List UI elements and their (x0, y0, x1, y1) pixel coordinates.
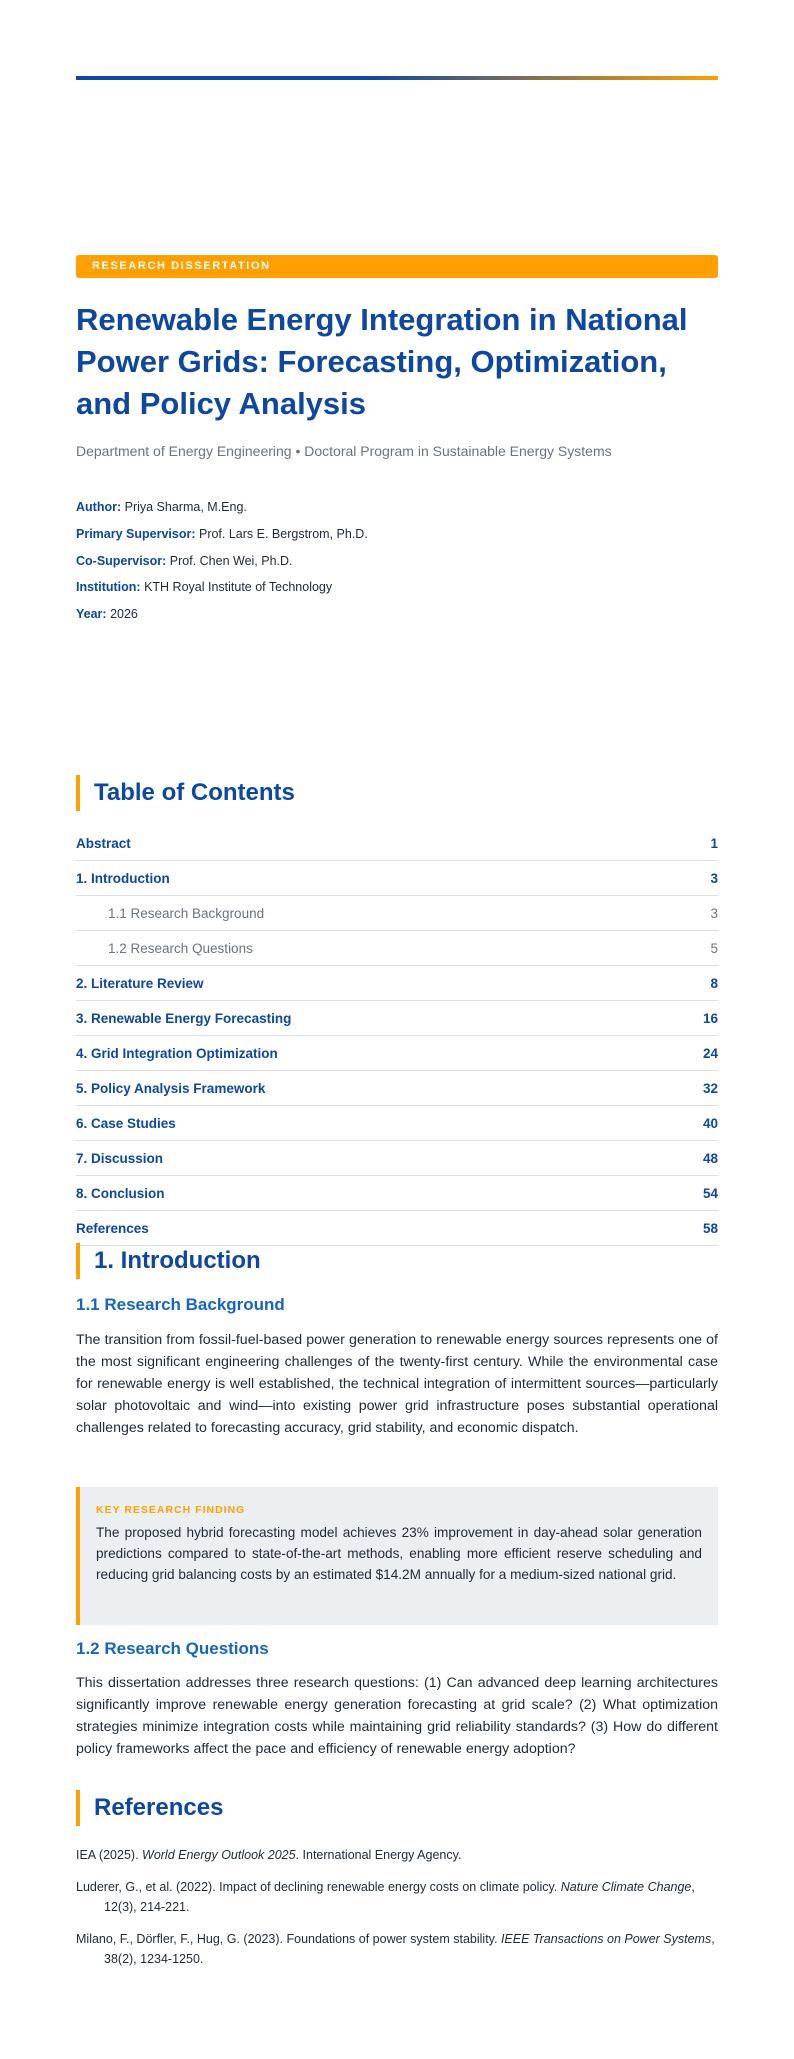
toc-entry-label: References (76, 1220, 149, 1236)
toc-entry[interactable] (76, 826, 718, 861)
callout-text: The proposed hybrid forecasting model achieves 23% improvement in day-ahead solar generation predictions compared to state-of-the-art methods, enabling more efficient reserve scheduling and reducing grid balancing costs by an estimated $14.2M annually for a medium-sized national grid. (96, 1525, 702, 1582)
reference-item (76, 1929, 718, 1969)
meta-primary-supervisor (76, 525, 368, 552)
toc-entry-label: 1.2 Research Questions (108, 940, 253, 956)
callout-label: KEY RESEARCH FINDING (96, 1504, 246, 1516)
toc-entry-label: 1.1 Research Background (108, 905, 265, 921)
toc-entry-page: 5 (710, 940, 718, 956)
toc-entry-label: Abstract (76, 835, 131, 851)
ref-text: . International Energy Agency. (295, 1848, 462, 1862)
ref-text: , 12(3), 214-221. (104, 1880, 695, 1914)
author-metadata (76, 498, 368, 632)
reference-item (76, 1845, 718, 1865)
meta-key: Author: (76, 500, 122, 514)
meta-key: Co-Supervisor: (76, 553, 167, 568)
meta-co-supervisor (76, 552, 368, 579)
research-questions-text: This dissertation addresses three research questions: (1) Can advanced deep learning architectures significantly improve renewable energy generation forecasting at grid scale? (2) What optimization strategies minimize integration costs while maintaining grid reliability standards? (3) How do different policy frameworks affect the pace and efficiency of renewable energy adoption? (76, 1675, 718, 1757)
toc-entry[interactable] (76, 1141, 718, 1176)
toc-entry-label: 5. Policy Analysis Framework (76, 1080, 266, 1096)
toc-heading: Table of Contents (76, 775, 718, 811)
key-finding-callout (76, 1487, 718, 1625)
references-heading: References (76, 1790, 718, 1826)
reference-item (76, 1877, 718, 1917)
toc-entry-label: 8. Conclusion (76, 1185, 165, 1201)
toc-entry[interactable] (76, 861, 718, 896)
toc-entry-page: 54 (702, 1185, 718, 1201)
toc-entry-label: 2. Literature Review (76, 975, 204, 991)
research-background-text: The transition from fossil-fuel-based power generation to renewable energy sources represents one of the most significant engineering challenges of the twenty-first century. While the environmental case for renewable energy is well established, the technical integration of intermittent sources—particularly solar photovoltaic and wind—into existing power grid infrastructure poses substantial operational challenges related to forecasting accuracy, grid stability, and economic dispatch. (76, 1332, 718, 1436)
research-questions-heading: 1.2 Research Questions (76, 1639, 269, 1658)
meta-institution (76, 578, 368, 605)
ref-text: IEA (2025). (76, 1848, 143, 1862)
document-type-badge: RESEARCH DISSERTATION (76, 255, 718, 278)
meta-value: Prof. Lars E. Bergstrom, Ph.D. (198, 526, 368, 541)
ref-source-title: Nature Climate Change (560, 1880, 692, 1894)
document-title: Renewable Energy Integration in National Power Grids: Forecasting, Optimization, and Policy Analysis (76, 302, 688, 421)
meta-key: Year: (76, 607, 107, 622)
toc-entry-page: 32 (702, 1080, 718, 1096)
meta-key: Institution: (76, 580, 141, 595)
research-background-heading: 1.1 Research Background (76, 1295, 285, 1314)
ref-source-title: World Energy Outlook 2025 (142, 1848, 296, 1862)
toc-entry[interactable] (76, 1176, 718, 1211)
toc-entry-label: 4. Grid Integration Optimization (76, 1045, 278, 1061)
document-subtitle: Department of Energy Engineering • Doctoral Program in Sustainable Energy Systems (76, 443, 612, 459)
meta-author (76, 498, 368, 525)
meta-value: Priya Sharma, M.Eng. (124, 500, 247, 514)
meta-value: Prof. Chen Wei, Ph.D. (169, 553, 293, 568)
toc-entry[interactable] (76, 1211, 718, 1246)
reference-list (76, 1845, 718, 1981)
ref-text: Milano, F., Dörfler, F., Hug, G. (2023). Foundations of power system stability. (76, 1932, 501, 1946)
ref-source-title: IEEE Transactions on Power Systems (500, 1932, 712, 1946)
toc-entry-page: 48 (702, 1150, 718, 1166)
toc-subentry[interactable] (76, 931, 718, 966)
toc-entry-page: 40 (702, 1115, 718, 1131)
toc-entry-label: 3. Renewable Energy Forecasting (76, 1010, 292, 1026)
toc-entry-page: 24 (702, 1045, 718, 1061)
toc-entry-page: 8 (710, 975, 718, 991)
toc-subentry[interactable] (76, 896, 718, 931)
ref-text: , 38(2), 1234-1250. (104, 1932, 715, 1966)
table-of-contents (76, 826, 718, 1246)
toc-entry-label: 1. Introduction (76, 870, 170, 886)
toc-entry[interactable] (76, 1001, 718, 1036)
toc-entry-page: 3 (710, 905, 718, 921)
toc-entry[interactable] (76, 1071, 718, 1106)
toc-entry-label: 6. Case Studies (76, 1115, 176, 1131)
toc-entry-label: 7. Discussion (76, 1150, 164, 1166)
toc-entry-page: 1 (710, 835, 718, 851)
toc-entry-page: 58 (702, 1220, 718, 1236)
toc-entry[interactable] (76, 1106, 718, 1141)
ref-text: Luderer, G., et al. (2022). Impact of declining renewable energy costs on climate policy. (76, 1880, 561, 1894)
meta-key: Primary Supervisor: (76, 526, 196, 541)
toc-entry[interactable] (76, 1036, 718, 1071)
meta-value: 2026 (110, 607, 138, 622)
meta-year (76, 605, 368, 632)
header-rule (76, 76, 718, 80)
meta-value: KTH Royal Institute of Technology (144, 580, 333, 595)
introduction-heading: 1. Introduction (76, 1243, 718, 1279)
toc-entry-page: 16 (702, 1010, 718, 1026)
toc-entry-page: 3 (710, 870, 718, 886)
toc-entry[interactable] (76, 966, 718, 1001)
